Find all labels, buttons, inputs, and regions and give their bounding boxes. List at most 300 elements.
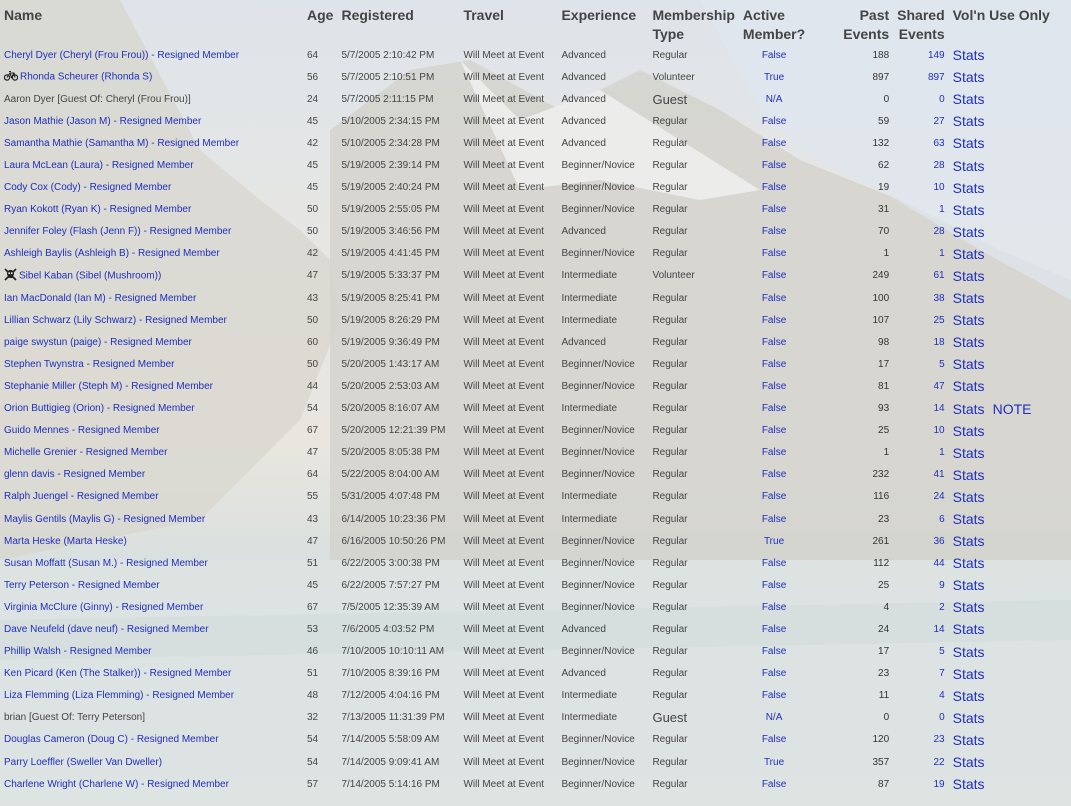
cell-name: [0, 508, 303, 530]
cell-active-member: False: [761, 447, 787, 459]
cell-age: 67: [307, 425, 319, 437]
table-row: [0, 707, 1059, 729]
guest-name: Aaron Dyer [Guest Of: Cheryl (Frou Frou)]: [4, 93, 191, 105]
cell-registered: 5/20/2005 2:53:03 AM: [341, 380, 440, 392]
member-name-link[interactable]: Terry Peterson - Resigned Member: [4, 579, 160, 591]
cell-registered: 5/10/2005 2:34:15 PM: [341, 115, 440, 127]
cell-shared-events: 63: [933, 137, 945, 149]
cell-stats: [949, 199, 989, 221]
header-membership-type: Membership Type: [652, 7, 735, 42]
member-name-link[interactable]: Ryan Kokott (Ryan K) - Resigned Member: [4, 204, 192, 216]
cell-past-events: 23: [878, 513, 890, 525]
cell-stats: [949, 751, 989, 773]
table-row: [0, 199, 1059, 221]
cell-registered: 7/5/2005 12:35:39 AM: [341, 601, 440, 613]
cell-voln-note: [989, 265, 1059, 287]
cell-membership-type: Regular: [652, 358, 688, 370]
cell-stats: [949, 110, 989, 132]
cell-registered: 5/20/2005 12:21:39 PM: [341, 425, 446, 437]
cell-stats: [949, 243, 989, 265]
cell-experience: Advanced: [561, 93, 606, 105]
cell-stats: [949, 596, 989, 618]
cell-active-member: False: [761, 248, 787, 260]
cell-age: 24: [307, 93, 319, 105]
cell-registered: 6/22/2005 3:00:38 PM: [341, 557, 440, 569]
cell-active-member: True: [763, 535, 785, 547]
cell-age: 50: [307, 226, 319, 238]
stats-link[interactable]: Stats: [952, 422, 985, 439]
cell-active-member: False: [761, 336, 787, 348]
cell-membership-type: Regular: [652, 579, 688, 591]
cell-travel: Will Meet at Event: [463, 557, 545, 569]
cell-shared-events: 25: [933, 314, 945, 326]
stats-link[interactable]: Stats: [952, 69, 985, 86]
member-name-link[interactable]: Douglas Cameron (Doug C) - Resigned Member: [4, 734, 219, 746]
cell-past-events: 1: [883, 248, 890, 260]
stats-link[interactable]: Stats: [952, 312, 985, 329]
cell-name: [0, 199, 303, 221]
member-name-link[interactable]: Parry Loeffler (Sweller Van Dweller): [4, 756, 163, 768]
cell-name: [0, 707, 303, 729]
table-row: [0, 773, 1059, 795]
cell-name: [0, 663, 303, 685]
table-row: [0, 420, 1059, 442]
cell-membership-type: Regular: [652, 314, 688, 326]
cell-voln-note: [989, 154, 1059, 176]
cell-age: 50: [307, 358, 319, 370]
cell-registered: 6/22/2005 7:57:27 PM: [341, 579, 440, 591]
stats-link[interactable]: Stats: [952, 754, 985, 771]
member-name-link[interactable]: Maylis Gentils (Maylis G) - Resigned Member: [4, 513, 206, 525]
cell-name: [0, 596, 303, 618]
cell-membership-type: Regular: [652, 646, 688, 658]
cell-registered: 7/10/2005 8:39:16 PM: [341, 668, 440, 680]
cell-name: [0, 154, 303, 176]
cell-voln-note: [989, 353, 1059, 375]
member-name-link[interactable]: glenn davis - Resigned Member: [4, 469, 146, 481]
cell-age: 57: [307, 778, 319, 790]
cell-past-events: 87: [878, 778, 890, 790]
cell-past-events: 188: [872, 49, 890, 61]
cell-voln-note: [989, 44, 1059, 66]
header-name: Name: [4, 7, 43, 23]
cell-travel: Will Meet at Event: [463, 491, 545, 503]
cell-age: 55: [307, 491, 319, 503]
cell-age: 43: [307, 513, 319, 525]
cell-voln-note: [989, 442, 1059, 464]
cell-travel: Will Meet at Event: [463, 601, 545, 613]
stats-link[interactable]: Stats: [952, 91, 985, 108]
cell-past-events: 897: [872, 71, 890, 83]
cell-active-member: False: [761, 491, 787, 503]
stats-link[interactable]: Stats: [952, 290, 985, 307]
cell-registered: 5/19/2005 9:36:49 PM: [341, 336, 440, 348]
cell-voln-note: [989, 331, 1059, 353]
stats-link[interactable]: Stats: [952, 334, 985, 351]
member-name-link[interactable]: Stephanie Miller (Steph M) - Resigned Member: [4, 380, 213, 392]
cell-membership-type: Regular: [652, 380, 688, 392]
cell-past-events: 81: [878, 380, 890, 392]
member-name-link[interactable]: Jennifer Foley (Flash (Jenn F)) - Resigned Member: [4, 226, 232, 238]
cell-age: 67: [307, 601, 319, 613]
cell-past-events: 232: [872, 469, 890, 481]
cell-registered: 5/7/2005 2:11:15 PM: [341, 93, 434, 105]
cell-shared-events: 24: [933, 491, 945, 503]
cell-travel: Will Meet at Event: [463, 49, 545, 61]
table-row: [0, 110, 1059, 132]
roster-body: [0, 44, 1059, 795]
stats-link[interactable]: Stats: [952, 356, 985, 373]
cell-experience: Beginner/Novice: [561, 160, 635, 172]
member-name-link[interactable]: Rhonda Scheurer (Rhonda S): [20, 71, 153, 83]
cell-registered: 5/19/2005 3:46:56 PM: [341, 226, 440, 238]
cell-travel: Will Meet at Event: [463, 535, 545, 547]
cell-stats: [949, 375, 989, 397]
cell-active-member: True: [763, 756, 785, 768]
cell-active-member: False: [761, 160, 787, 172]
cell-registered: 5/19/2005 8:26:29 PM: [341, 314, 440, 326]
table-row: [0, 221, 1059, 243]
member-name-link[interactable]: Ian MacDonald (Ian M) - Resigned Member: [4, 292, 197, 304]
cell-stats: [949, 574, 989, 596]
stats-link[interactable]: Stats: [952, 621, 985, 638]
cell-experience: Advanced: [561, 623, 606, 635]
table-row: [0, 398, 1059, 420]
cell-past-events: 11: [878, 690, 890, 702]
cell-travel: Will Meet at Event: [463, 182, 545, 194]
table-row: [0, 464, 1059, 486]
table-row: [0, 177, 1059, 199]
member-name-link[interactable]: Cheryl Dyer (Cheryl (Frou Frou)) - Resigned Member: [4, 49, 240, 61]
cell-travel: Will Meet at Event: [463, 646, 545, 658]
cell-name: [0, 641, 303, 663]
cell-stats: [949, 177, 989, 199]
stats-link[interactable]: Stats: [952, 223, 985, 240]
cell-shared-events: 36: [933, 535, 945, 547]
cell-past-events: 98: [878, 336, 890, 348]
stats-link[interactable]: Stats: [952, 179, 985, 196]
stats-link[interactable]: Stats: [952, 776, 985, 793]
stats-link[interactable]: Stats: [952, 731, 985, 748]
header-shared-events: Shared Events: [897, 7, 945, 42]
cell-shared-events: 28: [933, 160, 945, 172]
header-experience: Experience: [561, 7, 637, 23]
cell-experience: Intermediate: [561, 270, 618, 282]
cell-membership-type: Regular: [652, 778, 688, 790]
member-name-link[interactable]: Phillip Walsh - Resigned Member: [4, 646, 152, 658]
member-name-link[interactable]: Ralph Juengel - Resigned Member: [4, 491, 159, 503]
cell-experience: Beginner/Novice: [561, 425, 635, 437]
member-name-link[interactable]: Susan Moffatt (Susan M.) - Resigned Member: [4, 557, 208, 569]
cell-voln-note: [989, 110, 1059, 132]
cell-registered: 5/20/2005 8:16:07 AM: [341, 403, 440, 415]
cell-experience: Beginner/Novice: [561, 182, 635, 194]
cell-voln-note: [989, 552, 1059, 574]
cell-experience: Intermediate: [561, 513, 618, 525]
stats-link[interactable]: Stats: [952, 533, 985, 550]
cell-shared-events: 14: [933, 623, 945, 635]
cell-name: [0, 398, 303, 420]
table-row: [0, 530, 1059, 552]
cell-past-events: 116: [873, 491, 890, 503]
cell-age: 43: [307, 292, 319, 304]
cell-stats: [949, 309, 989, 331]
cell-age: 46: [307, 646, 319, 658]
cell-voln-note: [989, 530, 1059, 552]
cell-past-events: 1: [883, 447, 890, 459]
cell-past-events: 249: [872, 270, 890, 282]
cell-shared-events: 1: [939, 447, 945, 459]
stats-link[interactable]: Stats: [952, 709, 985, 726]
cell-travel: Will Meet at Event: [463, 403, 545, 415]
cell-voln-note: [989, 221, 1059, 243]
cell-shared-events: 2: [939, 601, 945, 613]
cell-stats: [949, 132, 989, 154]
cell-experience: Advanced: [561, 336, 606, 348]
cell-past-events: 23: [878, 668, 890, 680]
cell-name: [0, 375, 303, 397]
table-row: [0, 375, 1059, 397]
cell-experience: Beginner/Novice: [561, 601, 635, 613]
cell-name: [0, 729, 303, 751]
cell-registered: 5/7/2005 2:10:42 PM: [341, 49, 435, 61]
member-name-link[interactable]: Lillian Schwarz (Lily Schwarz) - Resigned Member: [4, 314, 227, 326]
cell-past-events: 25: [878, 425, 890, 437]
cell-age: 51: [307, 557, 319, 569]
skull-crossbones-icon: [4, 268, 17, 284]
cell-stats: [949, 66, 989, 88]
cell-experience: Beginner/Novice: [561, 734, 635, 746]
member-name-link[interactable]: Charlene Wright (Charlene W) - Resigned Member: [4, 778, 229, 790]
stats-link[interactable]: Stats: [952, 466, 985, 483]
cell-experience: Beginner/Novice: [561, 756, 635, 768]
cell-name: [0, 66, 303, 88]
cell-past-events: 17: [878, 358, 890, 370]
cell-past-events: 120: [872, 734, 890, 746]
table-row: [0, 309, 1059, 331]
cell-past-events: 107: [872, 314, 890, 326]
bicycle-icon: [4, 70, 18, 84]
cell-past-events: 70: [878, 226, 890, 238]
cell-experience: Beginner/Novice: [561, 646, 635, 658]
stats-link[interactable]: Stats: [952, 444, 985, 461]
stats-link[interactable]: Stats: [952, 157, 985, 174]
cell-travel: Will Meet at Event: [463, 447, 545, 459]
cell-stats: [949, 420, 989, 442]
member-name-link[interactable]: Stephen Twynstra - Resigned Member: [4, 358, 175, 370]
stats-link[interactable]: Stats: [952, 378, 985, 395]
cell-stats: [949, 265, 989, 287]
cell-membership-type: Regular: [652, 403, 688, 415]
cell-past-events: 357: [872, 756, 890, 768]
cell-voln-note: [989, 420, 1059, 442]
cell-stats: [949, 552, 989, 574]
cell-shared-events: 47: [933, 380, 945, 392]
cell-shared-events: 44: [933, 557, 945, 569]
cell-membership-type: Regular: [652, 115, 688, 127]
cell-voln-note: [989, 88, 1059, 110]
member-name-link[interactable]: Sibel Kaban (Sibel (Mushroom)): [19, 270, 162, 282]
cell-age: 32: [307, 712, 319, 724]
member-name-link[interactable]: Dave Neufeld (dave neuf) - Resigned Member: [4, 623, 209, 635]
cell-stats: [949, 331, 989, 353]
table-row: [0, 287, 1059, 309]
header-travel: Travel: [463, 7, 504, 23]
cell-stats: [949, 44, 989, 66]
stats-link[interactable]: Stats: [952, 488, 985, 505]
cell-stats: [949, 663, 989, 685]
stats-link[interactable]: Stats: [952, 400, 985, 417]
cell-voln-note: [989, 663, 1059, 685]
stats-link[interactable]: Stats: [952, 113, 985, 130]
cell-active-member: False: [761, 115, 787, 127]
cell-shared-events: 1: [939, 248, 945, 260]
cell-shared-events: 10: [933, 182, 945, 194]
cell-voln-note: [989, 464, 1059, 486]
member-name-link[interactable]: Ashleigh Baylis (Ashleigh B) - Resigned Member: [4, 248, 220, 260]
cell-experience: Beginner/Novice: [561, 469, 635, 481]
cell-travel: Will Meet at Event: [463, 248, 545, 260]
cell-past-events: 19: [878, 182, 890, 194]
cell-experience: Beginner/Novice: [561, 579, 635, 591]
cell-name: [0, 44, 303, 66]
cell-active-member: False: [761, 425, 787, 437]
cell-voln-note: [989, 685, 1059, 707]
cell-age: 54: [307, 403, 319, 415]
member-name-link[interactable]: Jason Mathie (Jason M) - Resigned Member: [4, 115, 202, 127]
stats-link[interactable]: Stats: [952, 687, 985, 704]
cell-stats: [949, 486, 989, 508]
cell-name: [0, 442, 303, 464]
cell-name: [0, 243, 303, 265]
cell-travel: Will Meet at Event: [463, 93, 545, 105]
cell-travel: Will Meet at Event: [463, 756, 545, 768]
cell-voln-note: [989, 243, 1059, 265]
stats-link[interactable]: Stats: [952, 599, 985, 616]
cell-travel: Will Meet at Event: [463, 226, 545, 238]
cell-voln-note: [989, 287, 1059, 309]
table-row: [0, 265, 1059, 287]
cell-membership-type: Regular: [652, 336, 688, 348]
cell-experience: Beginner/Novice: [561, 778, 635, 790]
stats-link[interactable]: Stats: [952, 665, 985, 682]
stats-link[interactable]: Stats: [952, 511, 985, 528]
stats-link[interactable]: Stats: [952, 643, 985, 660]
cell-active-member: False: [761, 668, 787, 680]
cell-voln-note: [989, 574, 1059, 596]
cell-membership-type: Regular: [652, 557, 688, 569]
cell-stats: [949, 442, 989, 464]
member-name-link[interactable]: Laura McLean (Laura) - Resigned Member: [4, 160, 194, 172]
cell-shared-events: 6: [939, 513, 945, 525]
cell-shared-events: 23: [933, 734, 945, 746]
cell-stats: [949, 398, 989, 420]
stats-link[interactable]: Stats: [952, 577, 985, 594]
cell-voln-note: [989, 596, 1059, 618]
cell-experience: Intermediate: [561, 712, 618, 724]
cell-age: 47: [307, 447, 319, 459]
member-name-link[interactable]: Michelle Grenier - Resigned Member: [4, 447, 168, 459]
cell-stats: [949, 618, 989, 640]
cell-membership-type: Guest: [652, 710, 688, 726]
cell-name: [0, 751, 303, 773]
member-name-link[interactable]: Liza Flemming (Liza Flemming) - Resigned Member: [4, 690, 235, 702]
cell-experience: Advanced: [561, 226, 606, 238]
cell-age: 64: [307, 469, 319, 481]
cell-membership-type: Regular: [652, 491, 688, 503]
member-name-link[interactable]: Samantha Mathie (Samantha M) - Resigned Member: [4, 137, 240, 149]
cell-name: [0, 552, 303, 574]
cell-name: [0, 309, 303, 331]
cell-travel: Will Meet at Event: [463, 734, 545, 746]
cell-voln-note: [989, 751, 1059, 773]
cell-shared-events: 7: [939, 668, 945, 680]
table-row: [0, 486, 1059, 508]
cell-active-member: False: [761, 601, 787, 613]
stats-link[interactable]: Stats: [952, 135, 985, 152]
cell-active-member: False: [761, 469, 787, 481]
member-name-link[interactable]: Cody Cox (Cody) - Resigned Member: [4, 182, 172, 194]
cell-active-member: False: [761, 314, 787, 326]
stats-link[interactable]: Stats: [952, 267, 985, 284]
member-name-link[interactable]: Guido Mennes - Resigned Member: [4, 425, 160, 437]
cell-active-member: False: [761, 623, 787, 635]
cell-membership-type: Regular: [652, 425, 688, 437]
cell-age: 42: [307, 137, 319, 149]
cell-active-member: False: [761, 403, 787, 415]
cell-registered: 6/14/2005 10:23:36 PM: [341, 513, 446, 525]
cell-name: [0, 132, 303, 154]
cell-travel: Will Meet at Event: [463, 115, 545, 127]
table-row: [0, 729, 1059, 751]
stats-link[interactable]: Stats: [952, 555, 985, 572]
member-name-link[interactable]: Orion Buttigieg (Orion) - Resigned Member: [4, 403, 195, 415]
cell-voln-note: [989, 66, 1059, 88]
table-row: [0, 442, 1059, 464]
member-name-link[interactable]: paige swystun (paige) - Resigned Member: [4, 336, 192, 348]
cell-past-events: 31: [878, 204, 890, 216]
cell-registered: 5/19/2005 8:25:41 PM: [341, 292, 440, 304]
cell-voln-note: [989, 177, 1059, 199]
stats-link[interactable]: Stats: [952, 201, 985, 218]
cell-experience: Intermediate: [561, 292, 618, 304]
cell-stats: [949, 154, 989, 176]
cell-travel: Will Meet at Event: [463, 204, 545, 216]
cell-travel: Will Meet at Event: [463, 623, 545, 635]
cell-membership-type: Regular: [652, 160, 688, 172]
member-name-link[interactable]: Ken Picard (Ken (The Stalker)) - Resigned Member: [4, 668, 232, 680]
cell-registered: 5/22/2005 8:04:00 AM: [341, 469, 440, 481]
cell-registered: 7/14/2005 5:58:09 AM: [341, 734, 440, 746]
cell-past-events: 24: [878, 623, 890, 635]
stats-link[interactable]: Stats: [952, 47, 985, 64]
cell-active-member: False: [761, 226, 787, 238]
cell-registered: 5/31/2005 4:07:48 PM: [341, 491, 440, 503]
cell-travel: Will Meet at Event: [463, 712, 545, 724]
cell-travel: Will Meet at Event: [463, 513, 545, 525]
cell-active-member: False: [761, 690, 787, 702]
stats-link[interactable]: Stats: [952, 245, 985, 262]
cell-experience: Beginner/Novice: [561, 447, 635, 459]
cell-past-events: 261: [872, 535, 890, 547]
cell-registered: 7/12/2005 4:04:16 PM: [341, 690, 440, 702]
member-name-link[interactable]: Virginia McClure (Ginny) - Resigned Member: [4, 601, 204, 613]
member-name-link[interactable]: Marta Heske (Marta Heske): [4, 535, 127, 547]
cell-registered: 6/16/2005 10:50:26 PM: [341, 535, 446, 547]
cell-membership-type: Volunteer: [652, 71, 695, 83]
cell-active-member: False: [761, 646, 787, 658]
cell-age: 45: [307, 579, 319, 591]
